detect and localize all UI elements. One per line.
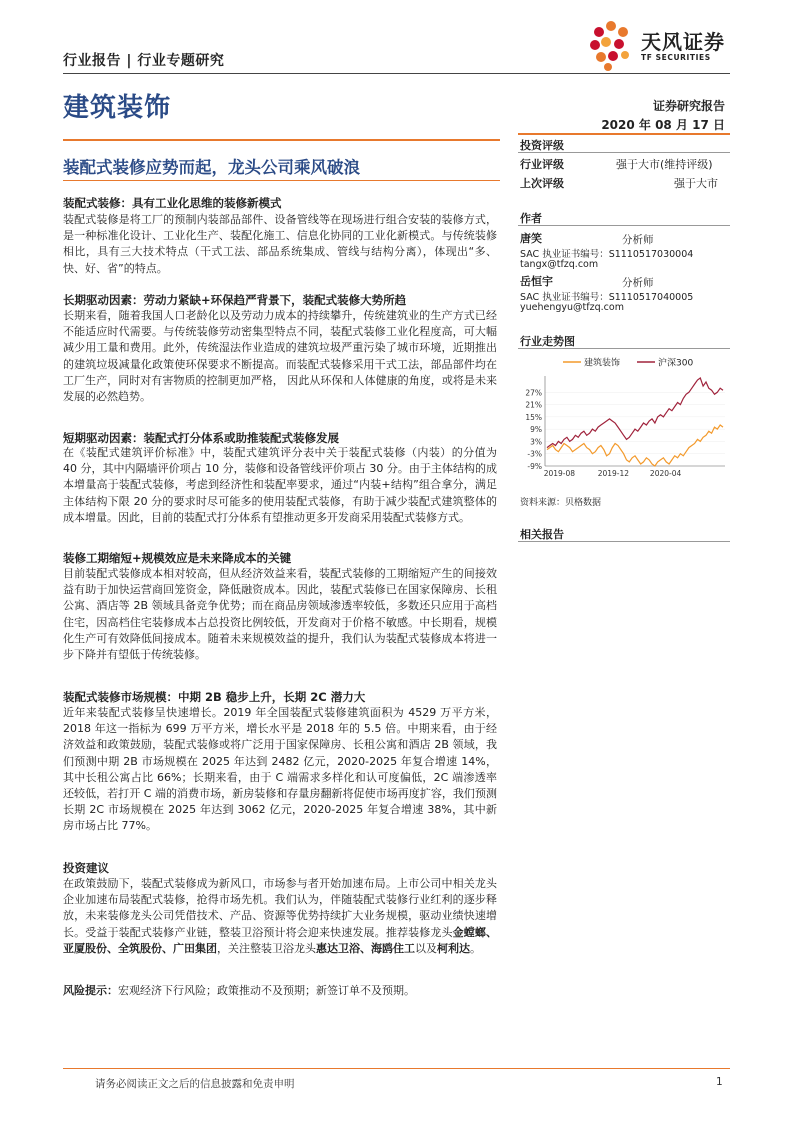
section-heading: 短期驱动因素：装配式打分体系或助推装配式装修发展 [63, 431, 339, 445]
right-accent-rule [518, 133, 730, 135]
industry-rating-value: 强于大市(维持评级) [616, 158, 713, 171]
risk-text: 宏观经济下行风险；政策推动不及预期；新签订单不及预期。 [118, 984, 415, 997]
y-tick-label: 21% [525, 400, 542, 410]
advice-text: ，关注整装卫浴龙头 [217, 941, 316, 955]
author-email[interactable]: tangx@tfzq.com [520, 259, 599, 270]
chart-source: 资料来源：贝格数据 [520, 498, 602, 508]
risk-label: 风险提示： [63, 984, 118, 997]
logo-text: 天风证券 [641, 30, 725, 54]
logo-mark-icon [584, 18, 638, 72]
industry-trend-chart [515, 352, 730, 484]
author-role: 分析师 [622, 277, 654, 289]
sidebar-divider [518, 152, 730, 153]
series-line [547, 425, 723, 466]
risk-warning [63, 983, 497, 999]
authors-title: 作者 [520, 212, 542, 225]
previous-rating-value: 强于大市 [674, 177, 718, 190]
report-date: 2020 年 08 月 17 日 [601, 118, 725, 132]
rating-title: 投资评级 [520, 139, 564, 152]
footer-disclaimer: 请务必阅读正文之后的信息披露和免责申明 [95, 1078, 295, 1090]
advice-text: 。 [470, 941, 481, 955]
related-reports-title: 相关报告 [520, 528, 564, 541]
section-body: 近年来装配式装修呈快速增长。2019 年全国装配式装修建筑面积为 4529 万平方米，2018 年这一指标为 699 万平方米，增长水平是 2018 年的 5.5 倍。中期来看，由于经济效益和政策鼓励，装配式装修或将广泛用于国家保障房、长租公寓和酒店 2B 领域，我们预测中期 2B 市场规模在 2025 年达到 2482 亿元，2020-2025 年复合增速 14%，其中长租公寓占比 66%；长期来看，由于 C 端需求多样化和认可度偏低，2C 端渗透率还较低，若打开 C 端的消费市场，新房装修和存量房翻新将促使市场再度扩容，我们预测长期 2C 市场规模在 2025 年达到 3062 亿元，2020-2025 年复合增速 38%，其中新房市场占比 77%。 [63, 706, 497, 833]
section-heading: 装修工期缩短+规模效应是未来降成本的关键 [63, 551, 292, 565]
section-heading: 装配式装修：具有工业化思维的装修新模式 [63, 196, 282, 210]
y-tick-label: 27% [525, 388, 542, 398]
y-tick-label: 3% [530, 437, 542, 447]
report-type: 证券研究报告 [652, 99, 725, 113]
legend-label: 建筑装饰 [584, 358, 621, 369]
section-body: 长期来看，随着我国人口老龄化以及劳动力成本的持续攀升，传统建筑业的生产方式已经不能适应时代需要。与传统装修劳动密集型特点不同，装配式装修工业化程度高，可大幅减少用工量和费用。此外，传统湿法作业造成的建筑垃圾严重污染了城市环境，近期推出的建筑垃圾减量化政策使环保要求不断提高。而装配式装修采用干式工法，部品部件均在工厂生产，同时对有害物质的控制更加严格， 因此从环保和人体健康的角度，或将是未来发展的必然趋势。 [63, 309, 497, 404]
report-headline: 装配式装修应势而起，龙头公司乘风破浪 [63, 158, 360, 177]
y-tick-label: -9% [527, 462, 542, 471]
y-tick-label: -3% [527, 449, 542, 459]
advice-text: 在政策鼓励下，装配式装修成为新风口，市场参与者开始加速布局。上市公司中相关龙头企业加速布局装配式装修，抢得市场先机。我们认为，伴随装配式装修行业红利的逐步释放，未来装修龙头公司凭借技术、产品、资源等优势持续扩大业务规模，驱动业绩快速增长。受益于装配式装修产业链，整装卫浴预计将会迎来快速发展。推荐装修龙头 [63, 877, 497, 939]
section-heading: 装配式装修市场规模：中期 2B 稳步上升，长期 2C 潜力大 [63, 690, 366, 704]
watched-stocks: 惠达卫浴、海鸥住工 [316, 941, 415, 955]
series-line [547, 378, 723, 448]
author-role: 分析师 [622, 234, 654, 246]
report-category: 行业报告 | 行业专题研究 [63, 53, 225, 69]
section-body: 装配式装修是将工厂的预制内装部品部件、设备管线等在现场进行组合安装的装修方式，是一种标准化设计、工业化生产、装配化施工、信息化协同的工业化新模式。与传统装修相比，具有三大技术特点（干式工法、部品系统集成、管线与结构分离），体现出“多、快、好、省”的特点。 [63, 213, 497, 275]
footer-divider [63, 1068, 730, 1069]
y-tick-label: 9% [530, 425, 542, 435]
headline-underline [63, 180, 500, 181]
section-heading: 长期驱动因素：劳动力紧缺+环保趋严背景下，装配式装修大势所趋 [63, 293, 407, 307]
sidebar-divider [518, 348, 730, 349]
legend-label: 沪深300 [658, 358, 694, 369]
author-sac: SAC 执业证书编号：S1110517040005 [520, 292, 694, 303]
author-name: 岳恒宇 [520, 275, 553, 288]
section-body: 在《装配式建筑评价标准》中，装配式建筑评分表中关于装配式装修（内装）的分值为 40 分，其中内隔墙评价项占 10 分，装修和设备管线评价项占 30 分。由于主体结构的成本增量高于装配式装修，考虑到经济性和装配率要求，通过“内装+结构”组合拿分，满足主体结构下限 20 分的要求时尽可能多的使用装配式装修，有助于减少装配式建筑整体的成本增量。因此，目前的装配式打分体系有望推动更多开发商采用装配式装修方式。 [63, 446, 497, 524]
section-heading: 投资建议 [63, 861, 109, 875]
trend-title: 行业走势图 [520, 335, 575, 348]
previous-rating-label: 上次评级 [520, 177, 564, 190]
sidebar-divider [518, 225, 730, 226]
author-email[interactable]: yuehengyu@tfzq.com [520, 302, 624, 313]
author-sac: SAC 执业证书编号：S1110517030004 [520, 249, 694, 260]
logo-subtext: TF SECURITIES [641, 53, 711, 62]
advice-text: 以及 [415, 941, 437, 955]
recommended-stocks: 金螳螂、亚厦股份、全筑股份、广田集团 [63, 925, 498, 955]
author-name: 唐笑 [520, 232, 542, 245]
industry-title: 建筑装饰 [63, 93, 172, 123]
section-body: 目前装配式装修成本相对较高，但从经济效益来看，装配式装修的工期缩短产生的间接效益有助于加快运营商回笼资金，降低融资成本。因此，装配式装修已在国家保障房、长租公寓、酒店等 2B 领域具备竞争优势；而在商品房领域渗透率较低，多数还只应用于高档住宅，因高档住宅装修成本占总投资比例较低，开发商对于价格不敏感。中长期看，规模化生产可有效降低间接成本。随着未来规模效益的提升，我们认为装配式装修成本将进一步下降并有望低于传统装修。 [63, 567, 497, 662]
left-accent-rule [63, 139, 500, 141]
industry-rating-label: 行业评级 [520, 158, 564, 171]
y-tick-label: 15% [525, 412, 542, 422]
investment-advice [63, 876, 497, 957]
header-divider [63, 73, 730, 74]
sidebar-divider [518, 541, 730, 542]
x-tick-label: 2019-12 [597, 469, 630, 478]
watched-stocks: 柯利达 [437, 941, 470, 955]
page-number: 1 [716, 1076, 723, 1088]
x-tick-label: 2020-04 [649, 469, 682, 478]
x-tick-label: 2019-08 [543, 469, 576, 478]
